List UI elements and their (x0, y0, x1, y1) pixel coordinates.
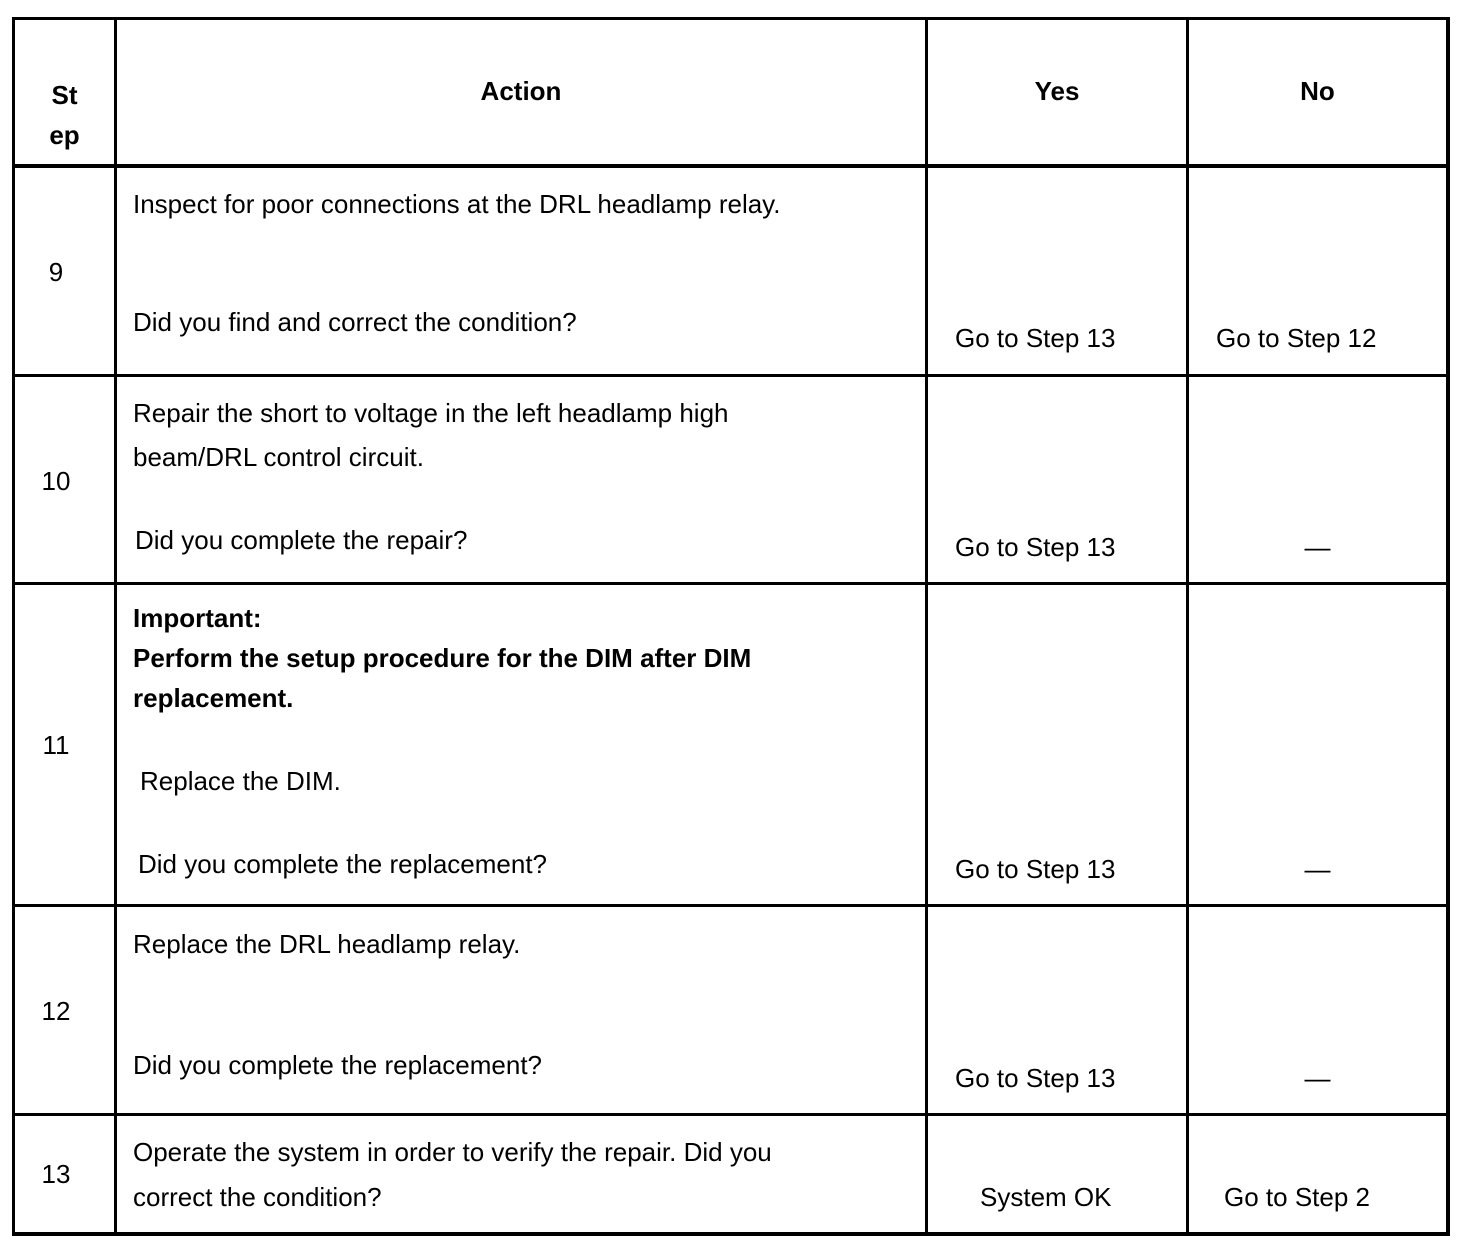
action-text: Replace the DRL headlamp relay. (133, 929, 521, 959)
row-divider (12, 582, 1450, 585)
header-no: No (1300, 76, 1335, 106)
header-step-line2: ep (49, 120, 80, 150)
step-number: 10 (41, 466, 71, 496)
header-divider (12, 164, 1450, 168)
action-text: beam/DRL control circuit. (133, 442, 424, 472)
step-number: 13 (41, 1159, 71, 1189)
yes-result: Go to Step 13 (955, 1063, 1116, 1093)
no-result: — (1304, 854, 1331, 884)
header-step (15, 75, 114, 155)
table-border-left (12, 17, 15, 1236)
action-question: Did you complete the replacement? (138, 849, 548, 879)
action-text: Operate the system in order to verify the repair. Did you (133, 1137, 772, 1167)
yes-result: Go to Step 13 (955, 323, 1116, 353)
important-note: Perform the setup procedure for the DIM after DIM (133, 643, 752, 673)
column-divider (1186, 17, 1189, 1236)
table-border-bottom (12, 1232, 1450, 1236)
step-number: 9 (48, 257, 64, 287)
header-yes: Yes (1034, 76, 1080, 106)
no-result: — (1304, 1063, 1331, 1093)
no-result: Go to Step 2 (1224, 1182, 1370, 1212)
important-note: replacement. (133, 683, 294, 713)
action-text: correct the condition? (133, 1182, 382, 1212)
yes-result: Go to Step 13 (955, 854, 1116, 884)
action-text: Replace the DIM. (140, 766, 341, 796)
step-number: 11 (42, 730, 70, 760)
table-border-top (12, 17, 1450, 20)
yes-result: System OK (980, 1182, 1112, 1212)
no-result: Go to Step 12 (1216, 323, 1377, 353)
action-text: Repair the short to voltage in the left headlamp high (133, 398, 729, 428)
action-question: Did you complete the replacement? (133, 1050, 543, 1080)
row-divider (12, 374, 1450, 377)
yes-result: Go to Step 13 (955, 532, 1116, 562)
row-divider (12, 904, 1450, 907)
step-number: 12 (41, 996, 71, 1026)
header-action: Action (480, 76, 562, 106)
action-question: Did you find and correct the condition? (133, 307, 577, 337)
column-divider (925, 17, 928, 1236)
header-step-line1: St (51, 80, 78, 110)
action-text: Inspect for poor connections at the DRL headlamp relay. (133, 189, 781, 219)
no-result: — (1304, 532, 1331, 562)
row-divider (12, 1113, 1450, 1116)
important-label: Important: (133, 603, 262, 633)
diagnostic-table (12, 17, 1450, 1236)
column-divider (114, 17, 117, 1236)
table-border-right (1446, 17, 1450, 1236)
action-question: Did you complete the repair? (135, 525, 468, 555)
